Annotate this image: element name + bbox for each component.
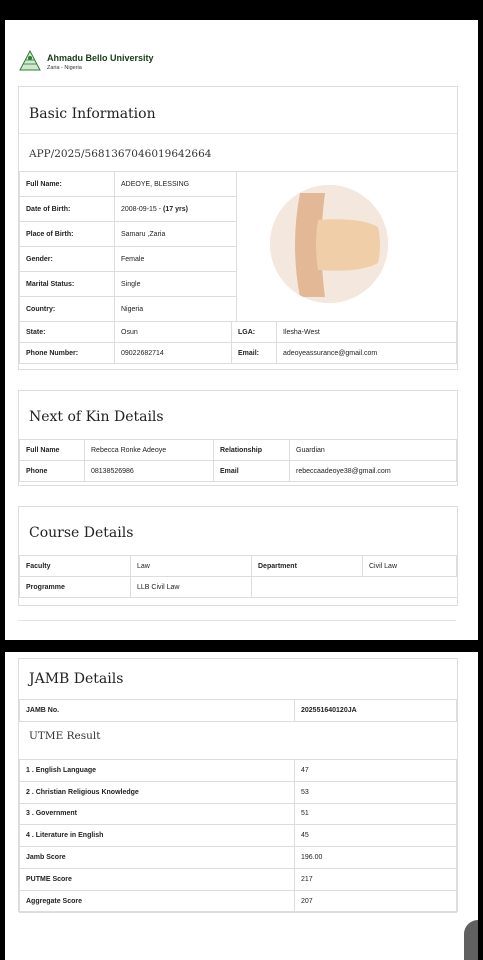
- jamb-no-value: 202551640120JA: [295, 700, 457, 722]
- jamb-details-title: JAMB Details: [29, 671, 124, 687]
- kin-email-value: rebeccaadeoye38@gmail.com: [290, 461, 457, 482]
- kin-phone-value: 08138526986: [85, 461, 214, 482]
- dob-value: 2008-09-15 -: [121, 205, 164, 213]
- faculty-value: Law: [131, 556, 252, 577]
- university-name: Ahmadu Bello University: [47, 53, 154, 63]
- pob-value: Samaru ,Zaria: [115, 222, 237, 247]
- pob-label: Place of Birth:: [20, 222, 115, 247]
- age-value: (17 yrs): [163, 205, 188, 213]
- kin-relationship-label: Relationship: [214, 440, 290, 461]
- phone-label: Phone Number:: [20, 343, 115, 364]
- application-number: APP/2025/5681367046019642664: [29, 148, 212, 160]
- university-crest-icon: [19, 50, 41, 77]
- utme-row-label: 3 . Government: [20, 803, 295, 825]
- kin-relationship-value: Guardian: [290, 440, 457, 461]
- jamb-score-label: Jamb Score: [20, 847, 295, 869]
- jamb-score-value: 196.00: [295, 847, 457, 869]
- jamb-details-card: [18, 658, 458, 912]
- marital-value: Single: [115, 272, 237, 297]
- university-header: [19, 50, 154, 77]
- utme-row-value: 47: [295, 760, 457, 782]
- state-value: Osun: [115, 322, 232, 343]
- lga-label: LGA:: [232, 322, 277, 343]
- utme-row-value: 51: [295, 803, 457, 825]
- utme-result-title: UTME Result: [29, 730, 101, 742]
- kin-email-label: Email: [214, 461, 290, 482]
- aggregate-score-value: 207: [295, 890, 457, 912]
- faculty-label: Faculty: [20, 556, 131, 577]
- dob-label: Date of Birth:: [20, 197, 115, 222]
- phone-value: 09022682714: [115, 343, 232, 364]
- course-details-title: Course Details: [29, 525, 134, 541]
- kin-phone-label: Phone: [20, 461, 85, 482]
- admission-form-page-2: [5, 652, 478, 960]
- course-details-card: [18, 506, 458, 606]
- utme-row-value: 45: [295, 825, 457, 847]
- next-of-kin-card: [18, 390, 458, 486]
- department-label: Department: [252, 556, 363, 577]
- screen-edge-overlay: [464, 920, 478, 960]
- programme-label: Programme: [20, 577, 131, 598]
- admission-form-page-1: [5, 20, 478, 640]
- gender-value: Female: [115, 247, 237, 272]
- putme-score-value: 217: [295, 868, 457, 890]
- passport-photo-placeholder: [270, 185, 388, 303]
- divider: [18, 620, 456, 621]
- utme-row-label: 4 . Literature in English: [20, 825, 295, 847]
- next-of-kin-title: Next of Kin Details: [29, 409, 164, 425]
- programme-value: LLB Civil Law: [131, 577, 252, 598]
- full-name-label: Full Name:: [20, 172, 115, 197]
- country-label: Country:: [20, 297, 115, 322]
- dob-cell: [115, 197, 237, 222]
- lga-value: Ilesha-West: [277, 322, 457, 343]
- course-table: [19, 555, 457, 598]
- utme-row-label: 1 . English Language: [20, 760, 295, 782]
- basic-information-title: Basic Information: [29, 106, 156, 122]
- aggregate-score-label: Aggregate Score: [20, 890, 295, 912]
- putme-score-label: PUTME Score: [20, 868, 295, 890]
- utme-row-label: 2 . Christian Religious Knowledge: [20, 781, 295, 803]
- gender-label: Gender:: [20, 247, 115, 272]
- contact-table: [19, 321, 457, 364]
- basic-information-card: [18, 86, 458, 370]
- jamb-no-label: JAMB No.: [20, 700, 295, 722]
- full-name-value: ADEOYE, BLESSING: [115, 172, 237, 197]
- state-label: State:: [20, 322, 115, 343]
- utme-row-value: 53: [295, 781, 457, 803]
- jamb-no-table: [19, 699, 457, 722]
- kin-name-value: Rebecca Ronke Adeoye: [85, 440, 214, 461]
- department-value: Civil Law: [363, 556, 457, 577]
- country-value: Nigeria: [115, 297, 237, 322]
- utme-result-table: [19, 759, 457, 913]
- empty-cell: [252, 577, 457, 598]
- kin-name-label: Full Name: [20, 440, 85, 461]
- university-location: Zaria - Nigeria: [47, 65, 82, 71]
- basic-info-table: [19, 171, 237, 322]
- divider: [19, 133, 457, 134]
- email-value: adeoyeassurance@gmail.com: [277, 343, 457, 364]
- kin-table: [19, 439, 457, 482]
- email-label: Email:: [232, 343, 277, 364]
- marital-label: Marital Status:: [20, 272, 115, 297]
